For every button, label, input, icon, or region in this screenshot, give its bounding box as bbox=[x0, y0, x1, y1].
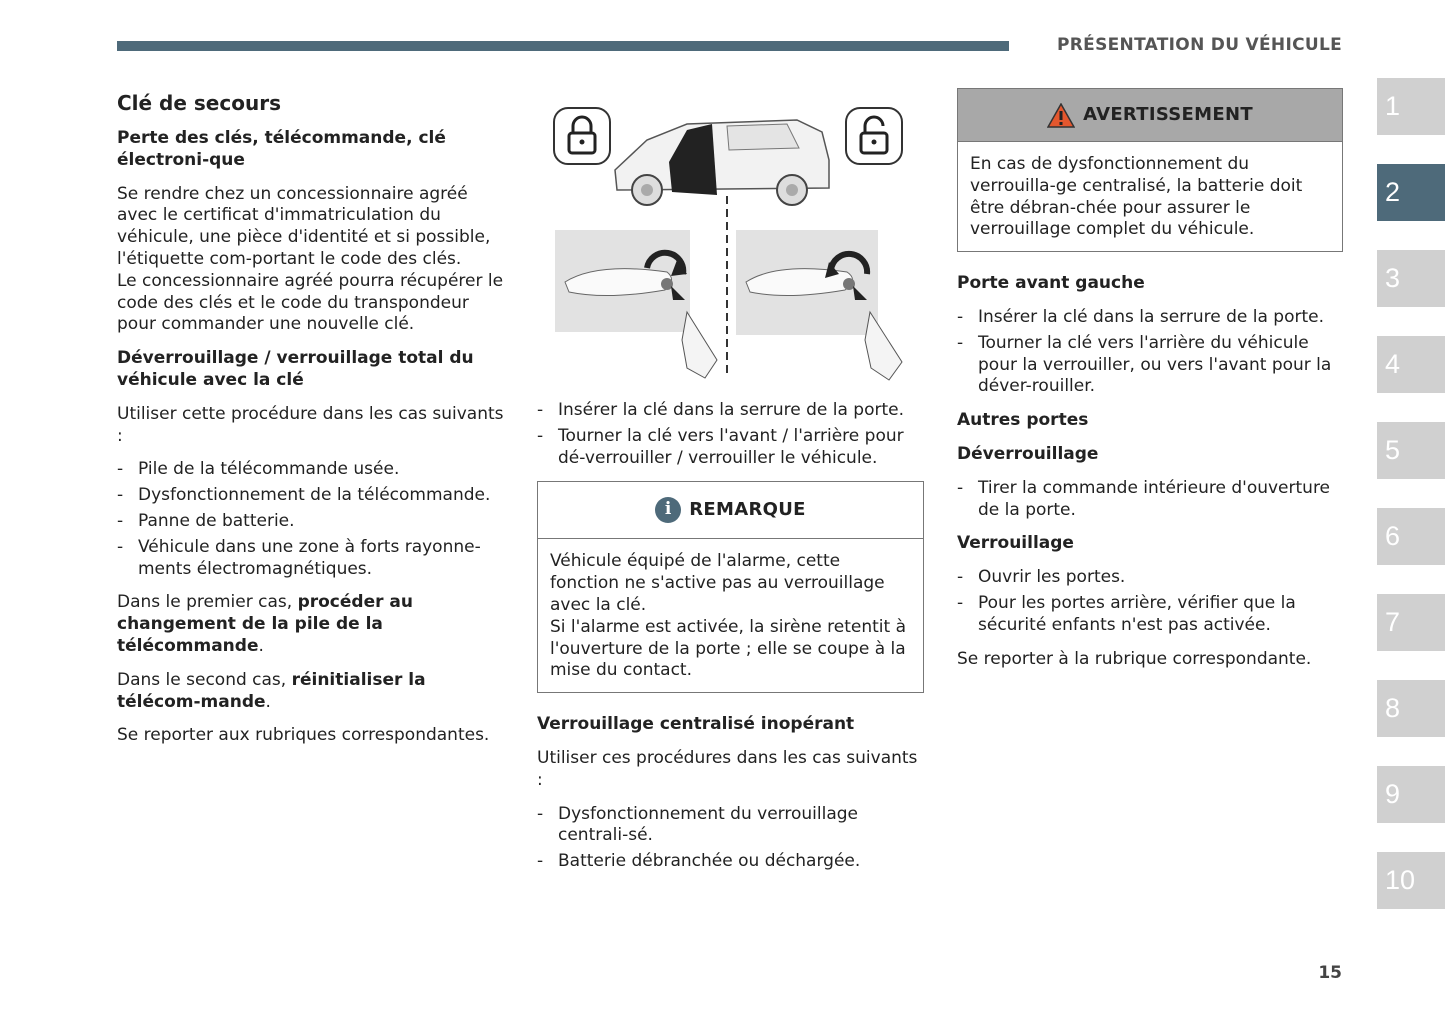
list-item: - Insérer la clé dans la serrure de la porte. bbox=[957, 307, 1343, 329]
subheading-front-left-door: Porte avant gauche bbox=[957, 273, 1145, 294]
list-item: - Dysfonctionnement du verrouillage centrali-sé. bbox=[537, 804, 924, 848]
column-3 bbox=[957, 88, 1343, 682]
case-list bbox=[537, 804, 924, 873]
chapter-tab-2[interactable]: 2 bbox=[1377, 164, 1445, 221]
header-bar bbox=[117, 41, 1009, 51]
subheading-central-locking: Verrouillage centralisé inopérant bbox=[537, 714, 855, 735]
note-box bbox=[537, 481, 924, 693]
link-remote-reset[interactable]: réinitialiser la télécom-mande bbox=[117, 669, 426, 712]
car-icon bbox=[615, 120, 829, 205]
list-item: - Dysfonctionnement de la télécommande. bbox=[117, 485, 509, 507]
chapter-tab-9[interactable]: 9 bbox=[1377, 766, 1445, 823]
chapter-tab-7[interactable]: 7 bbox=[1377, 594, 1445, 651]
section-title: PRÉSENTATION DU VÉHICULE bbox=[1057, 35, 1342, 55]
warning-box bbox=[957, 88, 1343, 252]
steps-list bbox=[957, 307, 1343, 398]
list-item: - Pile de la télécommande usée. bbox=[117, 459, 509, 481]
key-steps-list bbox=[537, 400, 924, 469]
list-item: - Ouvrir les portes. bbox=[957, 567, 1343, 589]
page-number: 15 bbox=[1318, 963, 1342, 983]
list-item: - Batterie débranchée ou déchargée. bbox=[537, 851, 924, 873]
door-handle-unlock-panel bbox=[736, 230, 902, 380]
list-item: - Tourner la clé vers l'avant / l'arrière pour dé-verrouiller / verrouiller le véhicule. bbox=[537, 426, 924, 470]
subheading-other-doors: Autres portes bbox=[957, 410, 1089, 431]
info-icon: i bbox=[655, 497, 681, 523]
list-item: - Panne de batterie. bbox=[117, 511, 509, 533]
warning-icon bbox=[1047, 103, 1075, 128]
chapter-tab-3[interactable]: 3 bbox=[1377, 250, 1445, 307]
car-door-lock-illustration bbox=[537, 100, 924, 390]
unlock-icon bbox=[846, 108, 902, 164]
note-text: Véhicule équipé de l'alarme, cette fonction ne s'active pas au verrouillage avec la clé. bbox=[550, 551, 885, 615]
column-1 bbox=[117, 88, 509, 759]
lock-icon bbox=[554, 108, 610, 164]
note-text: Si l'alarme est activée, la sirène retentit à l'ouverture de la porte ; elle se coupe à la mise du contact. bbox=[550, 616, 906, 681]
subheading-lost-keys: Perte des clés, télécommande, clé électroni-que bbox=[117, 128, 446, 170]
paragraph: Le concessionnaire agréé pourra récupérer le code des clés et le code du transpondeur pour commander une nouvelle clé. bbox=[117, 270, 504, 335]
paragraph: Se rendre chez un concessionnaire agréé avec le certificat d'immatriculation du véhicule, une pièce d'identité et si possible, l'étiquette com-portant le code des clés. bbox=[117, 183, 491, 269]
list-item: - Tirer la commande intérieure d'ouverture de la porte. bbox=[957, 478, 1343, 522]
paragraph: Utiliser cette procédure dans les cas suivants : bbox=[117, 403, 504, 446]
list-item: - Insérer la clé dans la serrure de la porte. bbox=[537, 400, 924, 422]
warning-title: AVERTISSEMENT bbox=[1083, 104, 1253, 126]
warning-text: En cas de dysfonctionnement du verrouilla-ge centralisé, la batterie doit être débran-chée pour assurer le verrouillage complet du véhicule. bbox=[970, 154, 1303, 240]
note-title: REMARQUE bbox=[689, 499, 806, 521]
subheading-locking: Verrouillage bbox=[957, 533, 1074, 554]
column-2 bbox=[537, 100, 924, 885]
chapter-tab-6[interactable]: 6 bbox=[1377, 508, 1445, 565]
illustration-svg bbox=[537, 100, 924, 390]
chapter-tab-10[interactable]: 10 bbox=[1377, 852, 1445, 909]
link-battery-change[interactable]: procéder au changement de la pile de la télécommande bbox=[117, 592, 413, 656]
chapter-tab-1[interactable]: 1 bbox=[1377, 78, 1445, 135]
page-heading: Clé de secours bbox=[117, 91, 281, 115]
steps-list bbox=[957, 478, 1343, 522]
list-item: - Pour les portes arrière, vérifier que la sécurité enfants n'est pas activée. bbox=[957, 593, 1343, 637]
note-body bbox=[538, 539, 923, 692]
case-list bbox=[117, 459, 509, 580]
list-item: - Véhicule dans une zone à forts rayonne-ments électromagnétiques. bbox=[117, 537, 509, 581]
steps-list bbox=[957, 567, 1343, 636]
note-header bbox=[538, 482, 923, 539]
chapter-tab-5[interactable]: 5 bbox=[1377, 422, 1445, 479]
warning-header bbox=[958, 89, 1342, 142]
list-item: - Tourner la clé vers l'arrière du véhicule pour la verrouiller, ou vers l'avant pour la déver-rouiller. bbox=[957, 333, 1343, 398]
paragraph: Dans le premier cas, procéder au changement de la pile de la télécommande. bbox=[117, 592, 413, 656]
warning-body bbox=[958, 142, 1342, 251]
paragraph: Se reporter aux rubriques correspondantes. bbox=[117, 725, 490, 746]
subheading-unlocking: Déverrouillage bbox=[957, 443, 1099, 464]
subheading-unlock: Déverrouillage / verrouillage total du véhicule avec la clé bbox=[117, 348, 474, 390]
door-handle-lock-panel bbox=[555, 230, 717, 378]
chapter-tab-8[interactable]: 8 bbox=[1377, 680, 1445, 737]
paragraph: Dans le second cas, réinitialiser la télécom-mande. bbox=[117, 669, 426, 712]
paragraph: Utiliser ces procédures dans les cas suivants : bbox=[537, 747, 918, 790]
paragraph: Se reporter à la rubrique correspondante. bbox=[957, 648, 1312, 669]
chapter-tab-4[interactable]: 4 bbox=[1377, 336, 1445, 393]
